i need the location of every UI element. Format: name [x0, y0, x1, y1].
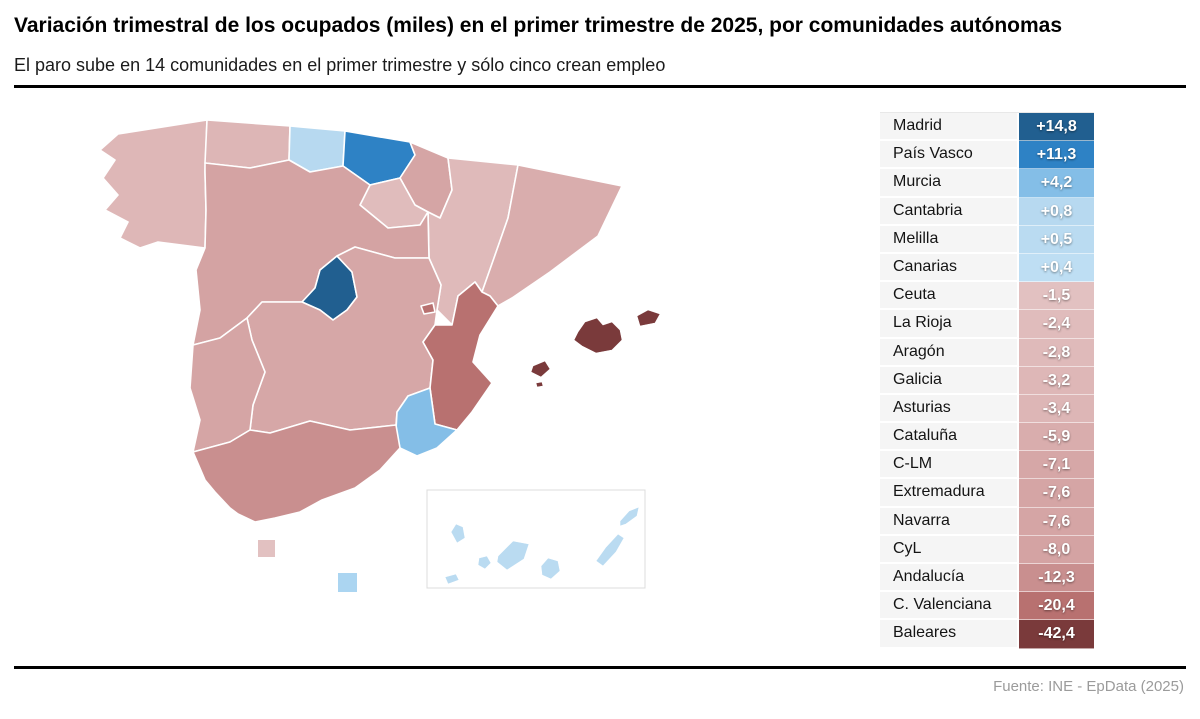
- region-label: Melilla: [880, 226, 1017, 254]
- table-row: [880, 226, 1094, 254]
- canarias-la-gomera[interactable]: [478, 556, 491, 569]
- table-row: [880, 592, 1094, 620]
- region-label: Madrid: [880, 113, 1017, 141]
- baleares-menorca[interactable]: [637, 310, 660, 326]
- region-label: Asturias: [880, 395, 1017, 423]
- canarias-la-palma[interactable]: [451, 524, 465, 543]
- region-asturias[interactable]: [205, 120, 290, 168]
- region-label: C. Valenciana: [880, 592, 1017, 620]
- page-title: Variación trimestral de los ocupados (miles) en el primer trimestre de 2025, por comunidades autónomas: [14, 14, 1063, 37]
- region-value: +0,5: [1019, 226, 1094, 254]
- region-value: -2,4: [1019, 310, 1094, 338]
- page-subtitle: El paro sube en 14 comunidades en el primer trimestre y sólo cinco crean empleo: [14, 55, 666, 75]
- region-label: Galicia: [880, 367, 1017, 395]
- table-row: [880, 339, 1094, 367]
- region-label: Extremadura: [880, 479, 1017, 507]
- table-row: [880, 113, 1094, 141]
- region-value: -2,8: [1019, 339, 1094, 367]
- region-label: Ceuta: [880, 282, 1017, 310]
- baleares-ibiza[interactable]: [531, 361, 550, 377]
- canarias-fuerteventura[interactable]: [596, 534, 624, 566]
- canarias-tenerife[interactable]: [497, 541, 529, 570]
- region-melilla[interactable]: [338, 573, 357, 592]
- region-label: CyL: [880, 536, 1017, 564]
- region-value: +14,8: [1019, 113, 1094, 141]
- region-value: +11,3: [1019, 141, 1094, 169]
- region-label: Andalucía: [880, 564, 1017, 592]
- region-value: -20,4: [1019, 592, 1094, 620]
- region-value: -5,9: [1019, 423, 1094, 451]
- table-row: [880, 564, 1094, 592]
- region-label: Cantabria: [880, 198, 1017, 226]
- region-label: C-LM: [880, 451, 1017, 479]
- region-value: +4,2: [1019, 169, 1094, 197]
- region-value: -7,6: [1019, 508, 1094, 536]
- table-row: [880, 198, 1094, 226]
- region-label: Murcia: [880, 169, 1017, 197]
- ranking-table: [880, 112, 1094, 649]
- table-row: [880, 141, 1094, 169]
- table-row: [880, 423, 1094, 451]
- table-row: [880, 451, 1094, 479]
- table-row: [880, 254, 1094, 282]
- region-value: -8,0: [1019, 536, 1094, 564]
- table-row: [880, 169, 1094, 197]
- region-label: Navarra: [880, 508, 1017, 536]
- region-value: -7,6: [1019, 479, 1094, 507]
- region-label: País Vasco: [880, 141, 1017, 169]
- table-row: [880, 620, 1094, 648]
- table-row: [880, 282, 1094, 310]
- baleares-mallorca[interactable]: [574, 318, 622, 353]
- source-credit: Fuente: INE - EpData (2025): [993, 678, 1184, 695]
- region-value: +0,4: [1019, 254, 1094, 282]
- region-ceuta[interactable]: [258, 540, 275, 557]
- table-row: [880, 310, 1094, 338]
- canarias-lanzarote[interactable]: [620, 507, 639, 526]
- table-row: [880, 367, 1094, 395]
- region-value: -42,4: [1019, 620, 1094, 648]
- region-label: Aragón: [880, 339, 1017, 367]
- region-value: +0,8: [1019, 198, 1094, 226]
- region-value: -1,5: [1019, 282, 1094, 310]
- bottom-divider: [14, 666, 1186, 669]
- region-label: La Rioja: [880, 310, 1017, 338]
- table-row: [880, 395, 1094, 423]
- region-value: -3,4: [1019, 395, 1094, 423]
- region-value: -3,2: [1019, 367, 1094, 395]
- region-value: -12,3: [1019, 564, 1094, 592]
- table-row: [880, 479, 1094, 507]
- region-label: Cataluña: [880, 423, 1017, 451]
- canarias-gran-canaria[interactable]: [541, 558, 560, 579]
- region-label: Canarias: [880, 254, 1017, 282]
- region-value: -7,1: [1019, 451, 1094, 479]
- region-galicia[interactable]: [100, 120, 207, 248]
- table-row: [880, 536, 1094, 564]
- table-row: [880, 508, 1094, 536]
- baleares-formentera[interactable]: [536, 382, 543, 387]
- canarias-el-hierro[interactable]: [445, 574, 459, 584]
- region-label: Baleares: [880, 620, 1017, 648]
